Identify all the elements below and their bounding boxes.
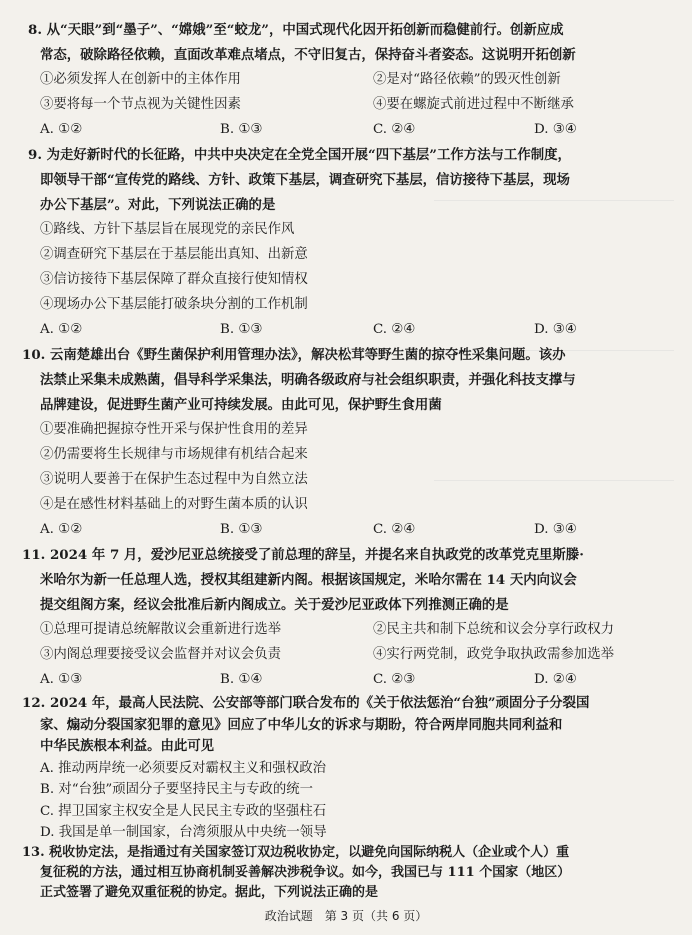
- question-stem: 法禁止采集未成熟菌，倡导科学采集法，明确各级政府与社会组织职责，并强化科技支撑与: [40, 372, 576, 388]
- option-row: [0, 618, 692, 642]
- question-stem: 13. 税收协定法，是指通过有关国家签订双边税收协定，以避免向国际纳税人（企业或个人）重: [22, 845, 570, 860]
- question-stem: 10. 云南楚雄出台《野生菌保护利用管理办法》，解决松茸等野生菌的掠夺性采集问题。该办: [22, 347, 566, 363]
- choice-row: [0, 118, 692, 142]
- choice-a: A. ①②: [40, 122, 83, 137]
- option-1: ①总理可提请总统解散议会重新进行选举: [40, 622, 282, 637]
- option-row: [0, 643, 692, 667]
- option-4: ④要在螺旋式前进过程中不断继承: [373, 97, 574, 112]
- choice-a: A. ①②: [40, 522, 83, 537]
- option-4: ④实行两党制，政党争取执政需参加选举: [373, 647, 615, 662]
- question-stem: 中华民族根本利益。由此可见: [40, 738, 215, 754]
- option-a: A. 推动两岸统一必须要反对霸权主义和强权政治: [40, 760, 326, 776]
- option-row: [0, 93, 692, 117]
- option-3: ③内阁总理要接受议会监督并对议会负责: [40, 647, 282, 662]
- question-stem: 办公下基层”。对此，下列说法正确的是: [40, 197, 276, 213]
- page-footer: 政治试题 第 3 页（共 6 页）: [264, 909, 428, 923]
- option-2: ②民主共和制下总统和议会分享行政权力: [373, 622, 615, 637]
- choice-c: C. ②④: [373, 522, 416, 537]
- choice-c: C. ②④: [373, 322, 416, 337]
- question-stem: 常态，破除路径依赖，直面改革难点堵点，不守旧复古，保持奋斗者姿态。这说明开拓创新: [40, 47, 576, 63]
- option-d: D. 我国是单一制国家，台湾须服从中央统一领导: [40, 825, 327, 840]
- choice-d: D. ③④: [534, 122, 577, 137]
- question-stem: 11. 2024 年 7 月，爱沙尼亚总统接受了前总理的辞呈，并提名来自执政党的改革党克里斯滕·: [22, 547, 584, 563]
- option-2: ②是对“路径依赖”的毁灭性创新: [373, 72, 561, 87]
- option-c: C. 捍卫国家主权安全是人民民主专政的坚强柱石: [40, 803, 327, 819]
- choice-b: B. ①④: [220, 672, 263, 687]
- option-3: ③说明人要善于在保护生态过程中为自然立法: [40, 472, 308, 487]
- choice-d: D. ③④: [534, 522, 577, 537]
- option-4: ④现场办公下基层能打破条块分割的工作机制: [40, 297, 308, 312]
- question-stem: 家、煽动分裂国家犯罪的意见》回应了中华儿女的诉求与期盼，符合两岸同胞共同利益和: [40, 716, 563, 733]
- question-stem: 12. 2024 年，最高人民法院、公安部等部门联合发布的《关于依法惩治“台独”顽固分子分裂国: [22, 695, 590, 711]
- question-stem: 品牌建设，促进野生菌产业可持续发展。由此可见，保护野生食用菌: [40, 397, 442, 413]
- question-stem: 正式签署了避免双重征税的协定。据此，下列说法正确的是: [40, 885, 379, 900]
- choice-c: C. ②③: [373, 672, 416, 687]
- option-3: ③信访接待下基层保障了群众直接行使知情权: [40, 272, 308, 287]
- choice-d: D. ③④: [534, 322, 577, 337]
- option-b: B. 对“台独”顽固分子要坚持民主与专政的统一: [40, 782, 314, 797]
- question-stem: 米哈尔为新一任总理人选，授权其组建新内阁。根据该国规定，米哈尔需在 14 天内向议会: [40, 572, 577, 588]
- question-stem: 8. 从“天眼”到“墨子”、“嫦娥”至“蛟龙”，中国式现代化因开拓创新而稳健前行。创新应成: [28, 22, 564, 38]
- option-1: ①要准确把握掠夺性开采与保护性食用的差异: [40, 422, 308, 437]
- choice-a: A. ①②: [40, 322, 83, 337]
- question-stem: 提交组阁方案，经议会批准后新内阁成立。关于爱沙尼亚政体下列推测正确的是: [40, 597, 509, 613]
- choice-a: A. ①③: [40, 672, 83, 687]
- option-4: ④是在感性材料基础上的对野生菌本质的认识: [40, 497, 308, 512]
- choice-c: C. ②④: [373, 122, 416, 137]
- option-1: ①必须发挥人在创新中的主体作用: [40, 72, 241, 87]
- choice-d: D. ②④: [534, 672, 577, 687]
- choice-row: [0, 668, 692, 692]
- option-2: ②仍需要将生长规律与市场规律有机结合起来: [40, 447, 308, 462]
- question-stem: 复征税的方法，通过相互协商机制妥善解决涉税争议。如今，我国已与 111 个国家（地区）: [40, 865, 571, 880]
- choice-b: B. ①③: [220, 522, 263, 537]
- option-3: ③要将每一个节点视为关键性因素: [40, 97, 241, 112]
- choice-row: [0, 518, 692, 542]
- option-1: ①路线、方针下基层旨在展现党的亲民作风: [40, 222, 295, 237]
- question-stem: 9. 为走好新时代的长征路，中共中央决定在全党全国开展“四下基层”工作方法与工作制度，: [28, 147, 571, 163]
- choice-b: B. ①③: [220, 122, 263, 137]
- question-stem: 即领导干部“宣传党的路线、方针、政策下基层，调查研究下基层，信访接待下基层，现场: [40, 172, 570, 188]
- option-row: [0, 68, 692, 92]
- option-2: ②调查研究下基层在于基层能出真知、出新意: [40, 247, 308, 262]
- choice-b: B. ①③: [220, 322, 263, 337]
- choice-row: [0, 318, 692, 342]
